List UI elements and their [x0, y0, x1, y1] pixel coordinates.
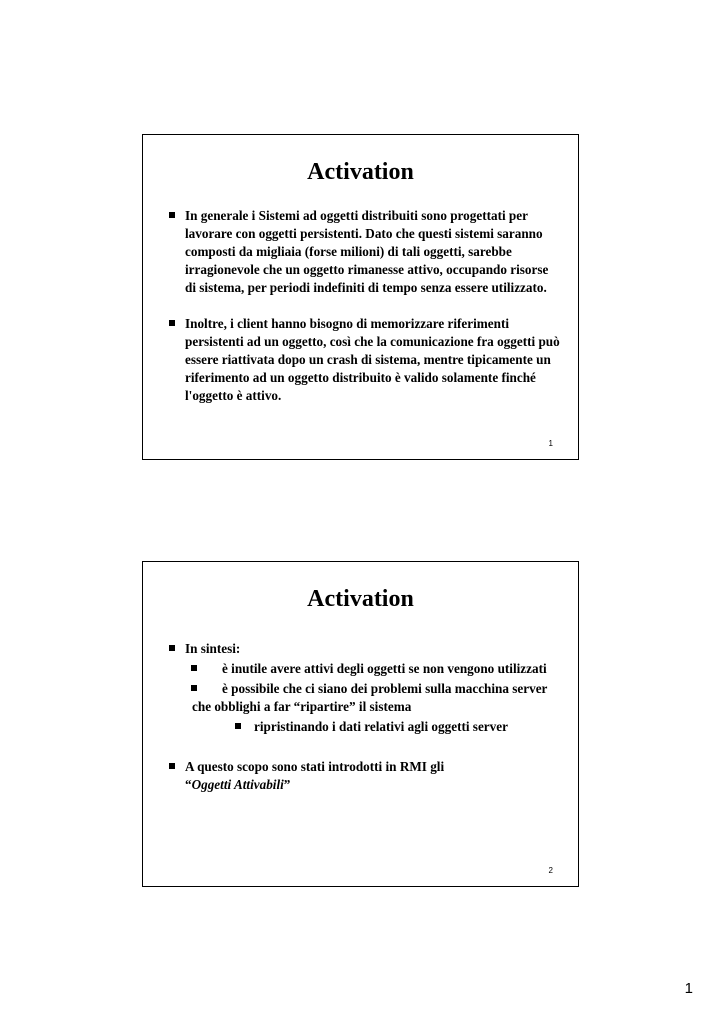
slide-title: Activation [307, 586, 414, 612]
square-bullet-icon [191, 685, 197, 691]
bullet-item [169, 640, 560, 658]
slide-title: Activation [307, 159, 414, 185]
bullet-text: ripristinando i dati relativi agli oggetti server [254, 719, 508, 734]
slide-body [169, 207, 560, 405]
square-bullet-icon [169, 645, 175, 651]
bullet-item [169, 207, 560, 297]
slide-1 [142, 134, 579, 460]
square-bullet-icon [169, 212, 175, 218]
close-quote: ” [283, 777, 291, 792]
open-quote: “ [185, 777, 192, 792]
sub-sub-bullet-item [169, 718, 560, 736]
sub-bullet-item [169, 660, 560, 678]
bullet-text: In generale i Sistemi ad oggetti distribuiti sono progettati per lavorare con oggetti persistenti. Dato che questi sistemi saranno composti da migliaia (forse milioni) di tali oggetti, sarebbe irragionevole che un oggetto rimanesse attivo, occupando risorse di sistema, per periodi indefiniti di tempo senza essere utilizzato. [185, 208, 549, 295]
square-bullet-icon [169, 763, 175, 769]
bullet-text: A questo scopo sono stati introdotti in RMI gli [185, 759, 445, 774]
emphasis-text: Oggetti Attivabili [191, 777, 284, 792]
bullet-item [169, 758, 560, 794]
square-bullet-icon [169, 320, 175, 326]
square-bullet-icon [235, 723, 241, 729]
sub-bullet-item [169, 680, 560, 716]
square-bullet-icon [191, 665, 197, 671]
slide-number: 1 [548, 439, 553, 448]
slide-2 [142, 561, 579, 887]
bullet-text: Inoltre, i client hanno bisogno di memorizzare riferimenti persistenti ad un oggetto, così che la comunicazione fra oggetti può essere riattivata dopo un crash di sistema, mentre tipicamente un riferimento ad un oggetto distribuito è valido solamente finché l'oggetto è attivo. [185, 316, 560, 403]
slide-body [169, 640, 560, 794]
bullet-item [169, 315, 560, 405]
bullet-text: In sintesi: [185, 641, 241, 656]
bullet-text: è possibile che ci siano dei problemi sulla macchina server che obblighi a far “ripartire” il sistema [192, 681, 548, 714]
slide-number: 2 [548, 866, 553, 875]
page-number: 1 [684, 980, 693, 997]
bullet-text: è inutile avere attivi degli oggetti se non vengono utilizzati [222, 661, 547, 676]
